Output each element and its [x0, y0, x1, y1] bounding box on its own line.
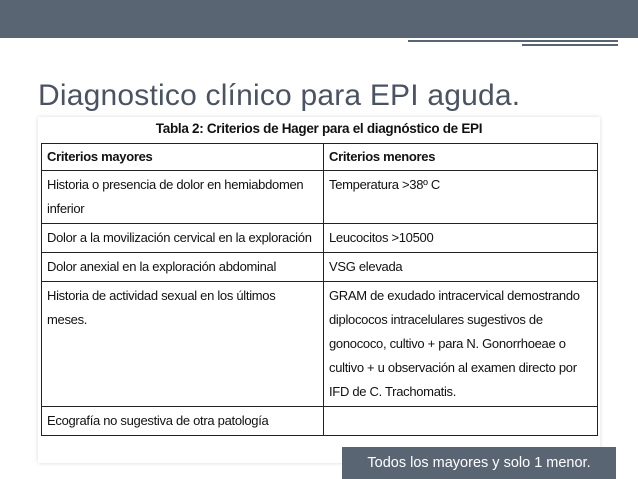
table-caption: Tabla 2: Criterios de Hager para el diagnóstico de EPI	[155, 121, 483, 136]
decorative-line	[408, 40, 618, 42]
table-row	[42, 253, 598, 282]
top-banner	[0, 0, 638, 38]
table-row	[42, 282, 598, 407]
header-minor-criteria: Criterios menores	[324, 144, 598, 171]
table-row	[42, 171, 598, 224]
decorative-line	[522, 44, 618, 46]
minor-criterion-cell: GRAM de exudado intracervical demostrando diplococos intracelulares sugestivos de gonococo, cultivo + para N. Gonorrhoeae o cultivo + u observación al examen directo por IFD de C. Trachomatis.	[324, 282, 598, 407]
major-criterion-cell: Ecografía no sugestiva de otra patología	[42, 407, 324, 436]
major-criterion-cell: Historia de actividad sexual en los últimos meses.	[42, 282, 324, 407]
major-criterion-cell: Historia o presencia de dolor en hemiabdomen inferior	[42, 171, 324, 224]
footer-note: Todos los mayores y solo 1 menor.	[342, 447, 616, 479]
table-row	[42, 407, 598, 436]
header-major-criteria: Criterios mayores	[42, 144, 324, 171]
minor-criterion-cell	[324, 407, 598, 436]
major-criterion-cell: Dolor a la movilización cervical en la exploración	[42, 224, 324, 253]
major-criterion-cell: Dolor anexial en la exploración abdominal	[42, 253, 324, 282]
minor-criterion-cell: VSG elevada	[324, 253, 598, 282]
table-header-row	[42, 144, 598, 171]
criteria-table	[41, 143, 598, 436]
minor-criterion-cell: Leucocitos >10500	[324, 224, 598, 253]
slide-title: Diagnostico clínico para EPI aguda.	[38, 79, 521, 112]
minor-criterion-cell: Temperatura >38º C	[324, 171, 598, 224]
criteria-table-image	[38, 117, 600, 463]
table-row	[42, 224, 598, 253]
